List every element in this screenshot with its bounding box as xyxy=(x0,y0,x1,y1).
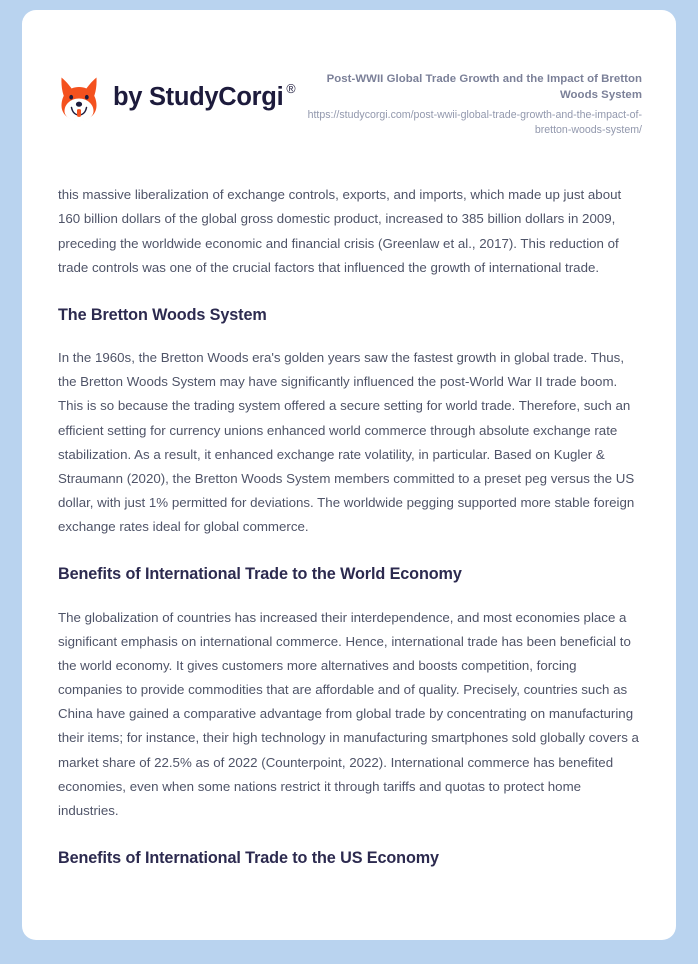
registered-trademark-icon: ® xyxy=(286,82,296,97)
brand-wordmark-text: by StudyCorgi xyxy=(113,83,284,112)
corgi-face-logo-icon xyxy=(56,74,102,122)
brand-wordmark xyxy=(113,82,296,112)
brand-logo-group xyxy=(56,70,295,122)
section-heading: Benefits of International Trade to the US Economy xyxy=(58,849,439,868)
section-heading: Benefits of International Trade to the World Economy xyxy=(58,565,462,584)
section-heading: The Bretton Woods System xyxy=(58,305,267,324)
document-page xyxy=(22,10,676,940)
body-paragraph: this massive liberalization of exchange controls, exports, and imports, which made up just about 160 billion dollars of the global gross domestic product, increased to 385 billion dollars in 2009, preceding the worldwide economic and financial crisis (Greenlaw et al., 2017). This reduction of trade controls was one of the crucial factors that influenced the growth of international trade. xyxy=(58,187,622,275)
document-body xyxy=(22,183,676,869)
document-header xyxy=(22,10,676,138)
body-paragraph: The globalization of countries has increased their interdependence, and most economies place a significant emphasis on international commerce. Hence, international trade has been beneficial to the world economy. It gives customers more alternatives and boosts competition, forcing companies to provide commodities that are affordable and of quality. Precisely, countries such as China have gained a comparative advantage from global trade by concentrating on manufacturing their items; for instance, their high technology in manufacturing smartphones sold globally covers a market share of 22.5% as of 2022 (Counterpoint, 2022). International commerce has benefited economies, even when some nations restrict it through tariffs and quotas to protect home industries. xyxy=(58,609,639,818)
document-source-url: https://studycorgi.com/post-wwii-global-trade-growth-and-the-impact-of-bretton-woods-system/ xyxy=(307,109,642,137)
body-paragraph: In the 1960s, the Bretton Woods era's golden years saw the fastest growth in global trade. Thus, the Bretton Woods System may have significantly influenced the post-World War II trade boom. This is so because the trading system offered a secure setting for world trade. Therefore, such an efficient setting for currency unions enhanced world commerce through absolute exchange rate stabilization. As a result, it enhanced exchange rate volatility, in particular. Based on Kugler & Straumann (2020), the Bretton Woods System members committed to a preset peg versus the US dollar, with just 1% permitted for deviations. The worldwide pegging supported more stable foreign exchange rates ideal for global commerce. xyxy=(58,349,635,535)
header-meta xyxy=(302,70,642,138)
document-title: Post-WWII Global Trade Growth and the Impact of Bretton Woods System xyxy=(326,73,642,101)
